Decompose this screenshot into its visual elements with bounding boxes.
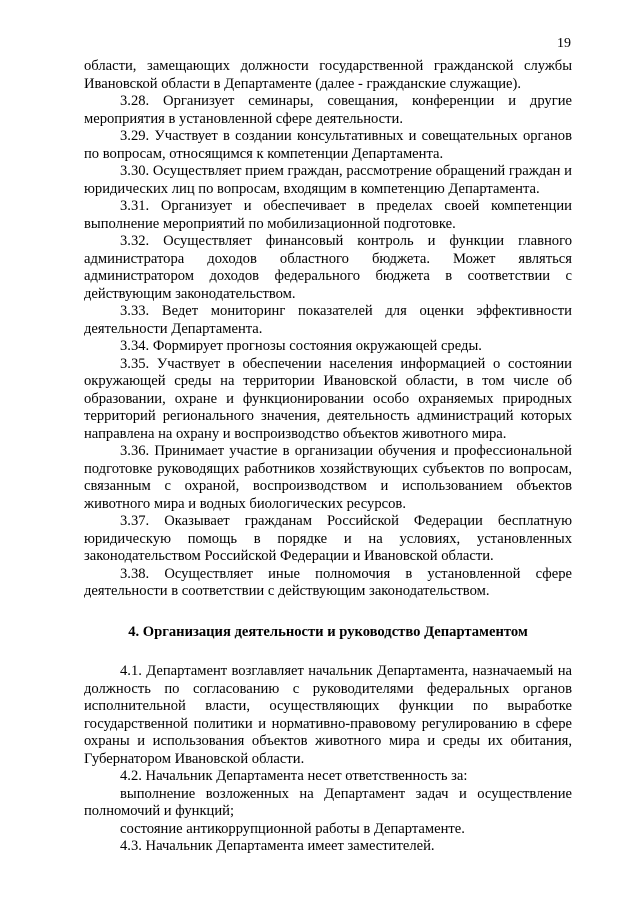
- paragraph: 4.2. Начальник Департамента несет ответственность за:: [120, 768, 468, 784]
- paragraph: области, замещающих должности государственной гражданской службы Ивановской области в Департаменте (далее - гражданские служащие).: [84, 58, 572, 92]
- paragraph: 3.28. Организует семинары, совещания, конференции и другие мероприятия в установленной сфере деятельности.: [84, 93, 572, 127]
- document-body: [84, 58, 572, 856]
- paragraph: выполнение возложенных на Департамент задач и осуществление полномочий и функций;: [84, 785, 572, 819]
- section-heading: 4. Организация деятельности и руководство Департаментом: [128, 623, 528, 640]
- paragraph: 3.33. Ведет мониторинг показателей для оценки эффективности деятельности Департамента.: [84, 303, 572, 337]
- paragraph: 3.32. Осуществляет финансовый контроль и функции главного администратора доходов областного бюджета. Может являться администратором доходов федерального бюджета в соответствии с действующим законодательством.: [84, 233, 572, 302]
- paragraph: 4.1. Департамент возглавляет начальник Департамента, назначаемый на должность по согласованию с руководителями федеральных органов исполнительной власти, осуществляющих функции по выработке государственной политики и нормативно-правовому регулированию в сфере охраны и использования объектов животного мира и среды их обитания, Губернатором Ивановской области.: [84, 663, 572, 767]
- paragraph: 3.31. Организует и обеспечивает в пределах своей компетенции выполнение мероприятий по мобилизационной подготовке.: [84, 198, 572, 232]
- section-4-body: [84, 663, 572, 856]
- paragraph: 3.29. Участвует в создании консультативных и совещательных органов по вопросам, относящимся к компетенции Департамента.: [84, 128, 572, 162]
- paragraph: состояние антикоррупционной работы в Департаменте.: [120, 820, 465, 837]
- paragraph: 3.34. Формирует прогнозы состояния окружающей среды.: [120, 338, 482, 354]
- section-3-continuation: [84, 58, 572, 601]
- paragraph: 3.37. Оказывает гражданам Российской Федерации бесплатную юридическую помощь в порядке и на условиях, установленных законодательством Российской Федерации и Ивановской области.: [84, 513, 572, 564]
- paragraph: 4.3. Начальник Департамента имеет заместителей.: [120, 838, 435, 854]
- paragraph: 3.35. Участвует в обеспечении населения информацией о состоянии окружающей среды на территории Ивановской области, в том числе об образовании, охране и функционировании особо охраняемых природных территорий регионального значения, деятельность администраций которых направлена на охрану и воспроизводство объектов животного мира.: [84, 355, 572, 442]
- paragraph: 3.30. Осуществляет прием граждан, рассмотрение обращений граждан и юридических лиц по вопросам, входящим в компетенцию Департамента.: [84, 163, 572, 197]
- paragraph: 3.38. Осуществляет иные полномочия в установленной сфере деятельности в соответствии с действующим законодательством.: [84, 565, 572, 599]
- page-number: 19: [557, 36, 571, 51]
- paragraph: 3.36. Принимает участие в организации обучения и профессиональной подготовке руководящих работников хозяйствующих субъектов по вопросам, связанным с охраной, воспроизводством и использованием объектов животного мира и водных биологических ресурсов.: [84, 443, 572, 512]
